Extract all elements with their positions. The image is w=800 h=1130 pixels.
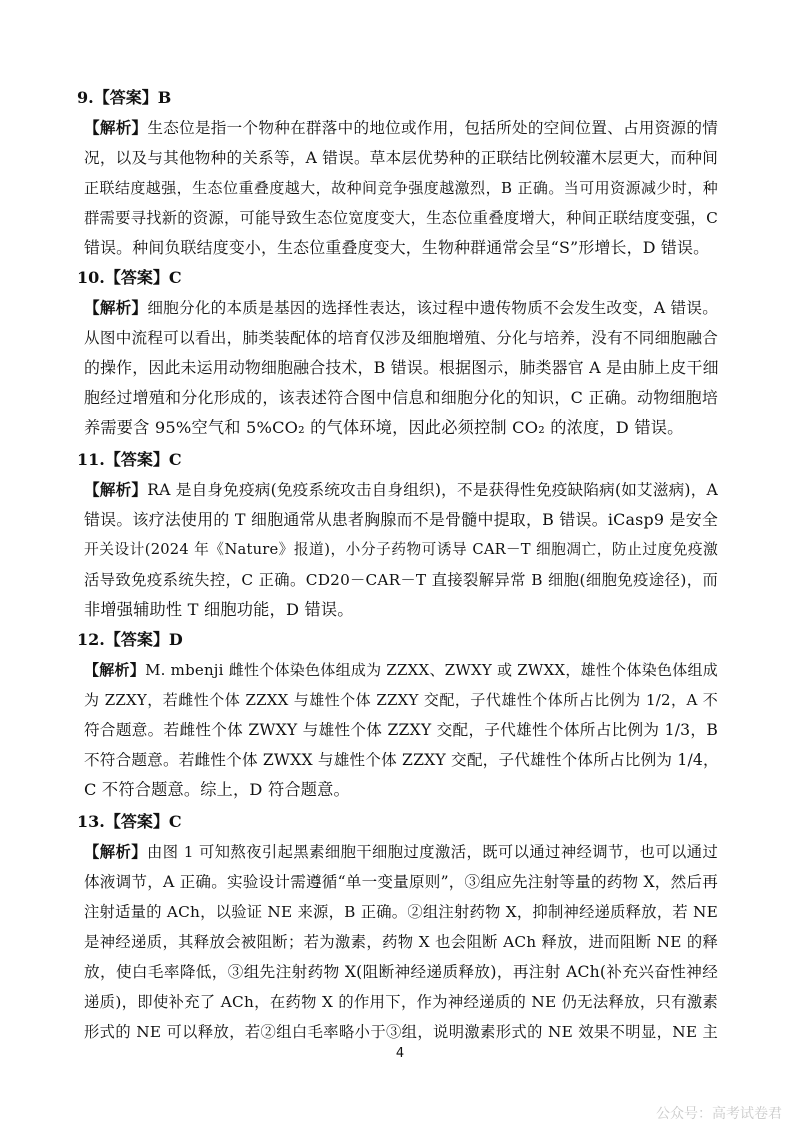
analysis-tag: 【解析】 bbox=[84, 480, 148, 499]
analysis-line: 【解析】由图 1 可知熬夜引起黑素细胞干细胞过度激活，既可以通过神经调节，也可以通过 bbox=[84, 843, 718, 861]
answer-letter: C bbox=[168, 268, 182, 287]
answer-letter: D bbox=[168, 630, 183, 649]
question-number: 11. bbox=[77, 450, 105, 469]
question-12-header bbox=[77, 629, 183, 651]
analysis-line: 错误。种间负联结度变小，生态位重叠度变大，生物种群通常会呈“S”形增长，D 错误。 bbox=[84, 238, 710, 257]
answer-letter: C bbox=[168, 812, 182, 831]
analysis-line: 从图中流程可以看出，肺类装配体的培育仅涉及细胞增殖、分化与培养，没有不同细胞融合 bbox=[84, 329, 718, 347]
page-number: 4 bbox=[395, 1046, 405, 1061]
analysis-tag: 【解析】 bbox=[84, 118, 148, 137]
analysis-line: 【解析】RA 是自身免疫病(免疫系统攻击自身组织)，不是获得性免疫缺陷病(如艾滋病)，A bbox=[84, 480, 718, 499]
analysis-line: 况，以及与其他物种的关系等，A 错误。草本层优势种的正联结比例较灌木层更大，而种间 bbox=[84, 149, 718, 167]
analysis-line: 为 ZZXY，若雌性个体 ZZXX 与雄性个体 ZZXY 交配，子代雄性个体所占比例为 1/2，A 不 bbox=[84, 691, 718, 709]
question-10-header bbox=[77, 267, 182, 289]
question-number: 9. bbox=[77, 88, 94, 107]
analysis-line: 【解析】M. mbenji 雌性个体染色体组成为 ZZXX、ZWXY 或 ZWXX，雄性个体染色体组成 bbox=[84, 661, 718, 679]
analysis-tag: 【解析】 bbox=[84, 298, 148, 317]
analysis-line: 养需要含 95%空气和 5%CO₂ 的气体环境，因此必须控制 CO₂ 的浓度，D 错误。 bbox=[84, 418, 684, 437]
analysis-line: 注射适量的 ACh，以验证 NE 来源，B 正确。②组注射药物 X，抑制神经递质释放，若 NE bbox=[84, 903, 718, 921]
question-11-header bbox=[77, 449, 182, 471]
answer-tag: 【答案】 bbox=[104, 268, 169, 287]
analysis-line: 开关设计(2024 年《Nature》报道)，小分子药物可诱导 CAR－T 细胞凋亡，防止过度免疫激 bbox=[84, 541, 718, 558]
question-9-header bbox=[77, 87, 171, 109]
analysis-line: 活导致免疫系统失控，C 正确。CD20－CAR－T 直接裂解异常 B 细胞(细胞免疫途径)，而 bbox=[84, 571, 718, 589]
answer-letter: C bbox=[168, 450, 182, 469]
answer-tag: 【答案】 bbox=[104, 812, 169, 831]
analysis-line: 错误。该疗法使用的 T 细胞通常从患者胸腺而不是骨髓中提取，B 错误。iCasp9 是安全 bbox=[84, 510, 718, 529]
analysis-line: C 不符合题意。综上，D 符合题意。 bbox=[84, 780, 350, 799]
analysis-line: 放，使白毛率降低，③组先注射药物 X(阻断神经递质释放)，再注射 ACh(补充兴奋性神经 bbox=[84, 963, 718, 981]
analysis-line: 形式的 NE 可以释放，若②组白毛率略小于③组，说明激素形式的 NE 效果不明显，NE 主 bbox=[84, 1023, 718, 1041]
analysis-line: 【解析】生态位是指一个物种在群落中的地位或作用，包括所处的空间位置、占用资源的情 bbox=[84, 118, 718, 137]
analysis-line: 符合题意。若雌性个体 ZWXY 与雄性个体 ZZXY 交配，子代雄性个体所占比例为 1/3，B bbox=[84, 721, 718, 739]
analysis-line: 的操作，因此未运用动物细胞融合技术，B 错误。根据图示，肺类器官 A 是由肺上皮干细 bbox=[84, 358, 719, 377]
analysis-line: 递质)，即使补充了 ACh，在药物 X 的作用下，作为神经递质的 NE 仍无法释放，只有激素 bbox=[84, 993, 718, 1011]
analysis-line: 不符合题意。若雌性个体 ZWXX 与雄性个体 ZZXY 交配，子代雄性个体所占比例为 1/4， bbox=[84, 751, 719, 769]
question-13-header bbox=[77, 811, 182, 833]
answer-tag: 【答案】 bbox=[93, 88, 158, 107]
analysis-line: 体液调节，A 正确。实验设计需遵循“单一变量原则”，③组应先注射等量的药物 X，然后再 bbox=[84, 873, 718, 891]
analysis-line: 胞经过增殖和分化形成的，该表述符合图中信息和细胞分化的知识，C 正确。动物细胞培 bbox=[84, 388, 718, 407]
analysis-line: 是神经递质，其释放会被阻断；若为激素，药物 X 也会阻断 ACh 释放，进而阻断 NE 的释 bbox=[84, 933, 718, 951]
question-number: 13. bbox=[77, 812, 105, 831]
analysis-line: 群需要寻找新的资源，可能导致生态位宽度变大，生态位重叠度增大，种间正联结度变强，C bbox=[84, 209, 718, 227]
analysis-line: 非增强辅助性 T 细胞功能，D 错误。 bbox=[84, 600, 354, 619]
analysis-line: 正联结度越强，生态位重叠度越大，故种间竞争强度越激烈，B 正确。当可用资源减少时，种 bbox=[84, 179, 718, 197]
answer-tag: 【答案】 bbox=[104, 450, 169, 469]
analysis-line: 【解析】细胞分化的本质是基因的选择性表达，该过程中遗传物质不会发生改变，A 错误。 bbox=[84, 298, 718, 317]
answer-tag: 【答案】 bbox=[104, 630, 169, 649]
analysis-tag: 【解析】 bbox=[84, 661, 146, 679]
question-number: 12. bbox=[77, 630, 105, 649]
question-number: 10. bbox=[77, 268, 105, 287]
answer-letter: B bbox=[157, 88, 172, 107]
analysis-tag: 【解析】 bbox=[84, 843, 147, 861]
watermark: 公众号：高考试卷君 bbox=[656, 1106, 782, 1122]
